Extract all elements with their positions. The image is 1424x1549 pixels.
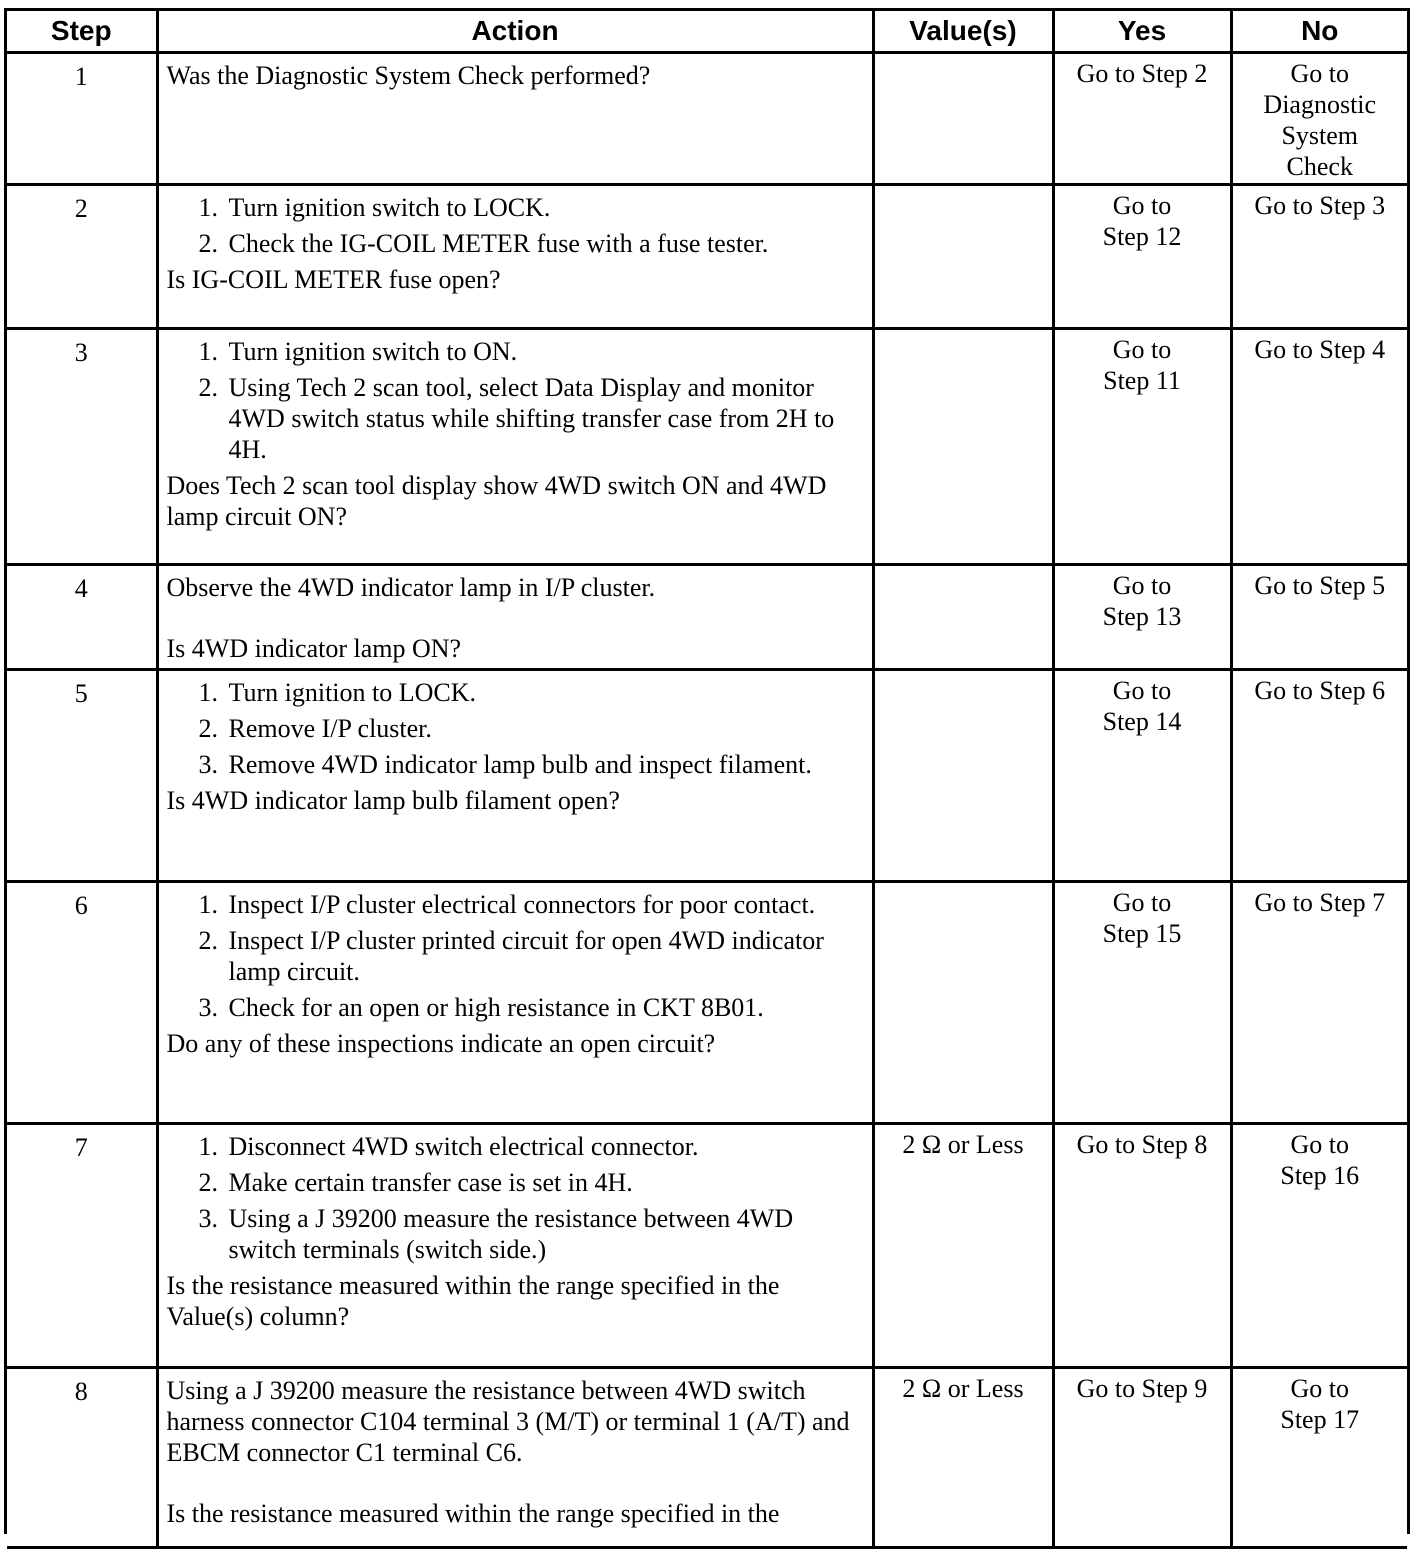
no-cell: Go to Step 3 <box>1231 185 1407 329</box>
yes-text: Go to Step 13 <box>1102 571 1182 631</box>
table-row <box>7 565 1407 670</box>
header-action: Action <box>157 11 873 53</box>
header-yes: Yes <box>1053 11 1231 53</box>
yes-cell: Go to Step 2 <box>1053 53 1231 185</box>
action-cell <box>157 565 873 670</box>
action-step: 2. Make certain transfer case is set in 4H. <box>225 1167 864 1198</box>
no-text: Go to Step 17 <box>1280 1374 1360 1434</box>
yes-cell <box>1053 882 1231 1124</box>
no-cell: Go to Step 6 <box>1231 670 1407 882</box>
table-row <box>7 882 1407 1124</box>
no-cell: Go to Step 5 <box>1231 565 1407 670</box>
action-cell <box>157 670 873 882</box>
step-number: 4 <box>7 565 157 670</box>
action-steps <box>167 677 864 780</box>
action-question: Is the resistance measured within the range specified in the Value(s) column? <box>166 1271 780 1331</box>
action-question: Is 4WD indicator lamp bulb filament open? <box>166 786 620 815</box>
yes-cell: Go to Step 8 <box>1053 1124 1231 1368</box>
action-cell <box>157 329 873 565</box>
no-text: Go to Diagnostic System Check <box>1263 59 1377 181</box>
action-question: Do any of these inspections indicate an open circuit? <box>166 1029 716 1058</box>
action-step: 1. Inspect I/P cluster electrical connectors for poor contact. <box>225 889 864 920</box>
action-cell <box>157 53 873 185</box>
yes-text: Go to Step 12 <box>1102 191 1182 251</box>
table-row <box>7 1124 1407 1368</box>
header-step: Step <box>7 11 157 53</box>
action-step: 1. Turn ignition switch to ON. <box>225 336 864 367</box>
no-cell <box>1231 1368 1407 1548</box>
action-cell <box>157 1368 873 1548</box>
step-number: 5 <box>7 670 157 882</box>
action-cell <box>157 185 873 329</box>
value-cell <box>873 329 1053 565</box>
yes-text: Go to Step 11 <box>1103 335 1181 395</box>
action-cell <box>157 882 873 1124</box>
diagnostic-table-page <box>4 8 1410 1534</box>
table-header-row <box>7 11 1407 53</box>
step-number: 1 <box>7 53 157 185</box>
yes-text: Go to Step 14 <box>1102 676 1182 736</box>
action-question: Is IG-COIL METER fuse open? <box>166 265 501 294</box>
action-steps <box>167 1131 864 1265</box>
header-values: Value(s) <box>873 11 1053 53</box>
table-row <box>7 1368 1407 1548</box>
header-no: No <box>1231 11 1407 53</box>
action-step: 1. Turn ignition switch to LOCK. <box>225 192 864 223</box>
step-number: 8 <box>7 1368 157 1548</box>
action-step: 2. Remove I/P cluster. <box>225 713 864 744</box>
action-cell <box>157 1124 873 1368</box>
no-text: Go to Step 16 <box>1280 1130 1360 1190</box>
value-cell <box>873 565 1053 670</box>
yes-cell <box>1053 185 1231 329</box>
step-number: 3 <box>7 329 157 565</box>
action-step: 1. Disconnect 4WD switch electrical connector. <box>225 1131 864 1162</box>
action-step: 3. Remove 4WD indicator lamp bulb and inspect filament. <box>225 749 864 780</box>
diagnostic-table <box>7 11 1407 1549</box>
action-step: 2. Using Tech 2 scan tool, select Data Display and monitor 4WD switch status while shifting transfer case from 2H to 4H. <box>225 372 864 465</box>
action-step: 3. Using a J 39200 measure the resistance between 4WD switch terminals (switch side.) <box>225 1203 864 1265</box>
action-question: Is 4WD indicator lamp ON? <box>166 634 462 663</box>
yes-cell <box>1053 329 1231 565</box>
action-question: Does Tech 2 scan tool display show 4WD switch ON and 4WD lamp circuit ON? <box>166 471 827 531</box>
no-cell <box>1231 53 1407 185</box>
table-row <box>7 185 1407 329</box>
no-cell <box>1231 1124 1407 1368</box>
value-cell <box>873 882 1053 1124</box>
action-step: 3. Check for an open or high resistance in CKT 8B01. <box>225 992 864 1023</box>
table-row <box>7 53 1407 185</box>
table-row <box>7 329 1407 565</box>
action-step: 2. Inspect I/P cluster printed circuit for open 4WD indicator lamp circuit. <box>225 925 864 987</box>
value-cell <box>873 185 1053 329</box>
yes-cell <box>1053 670 1231 882</box>
value-cell: 2 Ω or Less <box>873 1368 1053 1548</box>
table-row <box>7 670 1407 882</box>
action-steps <box>167 336 864 465</box>
step-number: 7 <box>7 1124 157 1368</box>
yes-cell <box>1053 565 1231 670</box>
action-step: 1. Turn ignition to LOCK. <box>225 677 864 708</box>
action-steps <box>167 889 864 1023</box>
action-text: Observe the 4WD indicator lamp in I/P cluster. <box>166 573 656 602</box>
action-step: 2. Check the IG-COIL METER fuse with a fuse tester. <box>225 228 864 259</box>
action-steps <box>167 192 864 259</box>
step-number: 6 <box>7 882 157 1124</box>
value-cell <box>873 53 1053 185</box>
action-question: Is the resistance measured within the range specified in the <box>166 1499 780 1528</box>
yes-text: Go to Step 15 <box>1102 888 1182 948</box>
no-cell: Go to Step 7 <box>1231 882 1407 1124</box>
no-cell: Go to Step 4 <box>1231 329 1407 565</box>
value-cell: 2 Ω or Less <box>873 1124 1053 1368</box>
step-number: 2 <box>7 185 157 329</box>
action-text: Was the Diagnostic System Check performed? <box>166 61 651 90</box>
action-text: Using a J 39200 measure the resistance between 4WD switch harness connector C104 terminal 3 (M/T) or terminal 1 (A/T) and EBCM connector C1 terminal C6. <box>166 1376 850 1467</box>
value-cell <box>873 670 1053 882</box>
yes-cell: Go to Step 9 <box>1053 1368 1231 1548</box>
